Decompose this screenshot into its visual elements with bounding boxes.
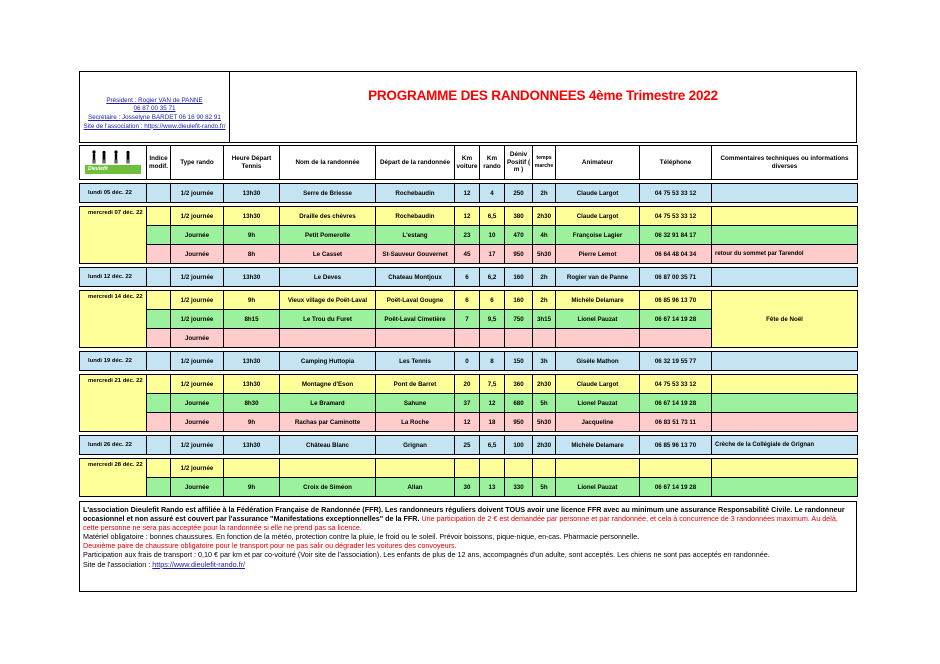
indice-cell [147,375,171,394]
table-row [80,459,858,478]
website-label: Site de l'association : [83,559,153,569]
telephone-cell: 04 75 53 33 12 [640,207,712,226]
km-rando-cell [480,459,505,478]
comment-cell [712,268,858,287]
depart-cell [376,459,455,478]
km-voiture-cell: 12 [455,413,480,432]
logo-label: Dieulefit [85,165,141,174]
depart-cell: Rochebaudin [376,184,455,203]
comment-cell [712,184,858,203]
temps-cell: 2h [533,291,556,310]
heure-cell: 9h [224,226,280,245]
deniv-cell: 150 [505,352,533,371]
comment-cell [712,207,858,226]
date-cell: mercredi 21 déc. 22 [80,375,147,432]
km-voiture-cell: 25 [455,436,480,455]
nom-cell: Petit Pomerolle [280,226,376,245]
col-temps: temps marche [533,146,556,180]
table-row [80,245,858,264]
website-line[interactable]: Site de l'association : https://www.dieulefit-rando.fr/ [83,122,226,130]
temps-cell: 2h30 [533,375,556,394]
footer-paragraph-ffr [83,505,853,532]
indice-cell [147,268,171,287]
heure-cell: 13h30 [224,184,280,203]
km-rando-cell: 12 [480,394,505,413]
km-voiture-cell: 23 [455,226,480,245]
table-row [80,375,858,394]
type-cell: Journée [171,413,224,432]
temps-cell: 3h15 [533,310,556,329]
telephone-cell: 06 87 00 35 71 [640,268,712,287]
deniv-cell: 160 [505,291,533,310]
depart-cell: Poët-Laval Cimetière [376,310,455,329]
deniv-cell: 950 [505,245,533,264]
temps-cell: 2h30 [533,436,556,455]
telephone-cell: 04 75 53 33 12 [640,184,712,203]
animateur-cell [556,329,640,348]
deniv-cell: 470 [505,226,533,245]
nom-cell: Vieux village de Poët-Laval [280,291,376,310]
km-voiture-cell: 45 [455,245,480,264]
depart-cell: St-Sauveur Gouvernet [376,245,455,264]
telephone-cell [640,329,712,348]
temps-cell: 3h [533,352,556,371]
table-row [80,413,858,432]
indice-cell [147,394,171,413]
indice-cell [147,310,171,329]
date-cell: mercredi 28 déc. 22 [80,459,147,497]
type-cell: 1/2 journée [171,436,224,455]
table-row [80,478,858,497]
type-cell: Journée [171,478,224,497]
comment-cell: Fête de Noël [712,291,858,348]
km-rando-cell: 7,5 [480,375,505,394]
km-voiture-cell: 12 [455,207,480,226]
col-km-voiture: Km voiture [455,146,480,180]
deniv-cell: 250 [505,184,533,203]
heure-cell: 9h [224,478,280,497]
depart-cell: L'estang [376,226,455,245]
temps-cell: 2h [533,268,556,287]
depart-cell: Poët-Laval Gougne [376,291,455,310]
nom-cell: Camping Huttopia [280,352,376,371]
type-cell: Journée [171,245,224,264]
indice-cell [147,226,171,245]
animateur-cell: Pierre Lemot [556,245,640,264]
indice-cell [147,352,171,371]
shoes-note: Deuxième paire de chaussure obligatoire pour le transport pour ne pas salir ou dégrader les voitures des convoyeurs. [83,541,457,551]
km-rando-cell: 6,2 [480,268,505,287]
table-row [80,268,858,287]
nom-cell: Draille des chèvres [280,207,376,226]
nom-cell: Le Casset [280,245,376,264]
km-rando-cell: 6 [480,291,505,310]
ffr-note: L'association Dieulefit Rando est affiliée à la Fédération Française de Randonnée (FFR). Les randonneurs réguliers doivent TOUS avoir une licence FFR avec au minimum une assurance Responsabilité Civile. Le randonneur occasionnel et non assuré est couvert par l'assurance "Manifestations exceptionnelles" de la FFR. [83,505,845,524]
date-cell: mercredi 07 déc. 22 [80,207,147,264]
type-cell: 1/2 journée [171,310,224,329]
logo-cell [80,146,147,180]
km-voiture-cell: 20 [455,375,480,394]
km-voiture-cell: 0 [455,352,480,371]
col-indice: Indice modif. [147,146,171,180]
president-phone: 06 87 00 35 71 [133,105,176,113]
heure-cell: 13h30 [224,436,280,455]
transport-note: Participation aux frais de transport : 0,10 € par km et par co-voituré (Voir site de l'association). Les enfants de plus de 12 ans, accompagnés d'un adulte, sont acceptés. Les chiens ne sont pas acceptés en randonnée. [83,550,770,560]
page-title: PROGRAMME DES RANDONNEES 4ème Trimestre 2022 [368,88,718,103]
km-rando-cell [480,329,505,348]
depart-cell: Allan [376,478,455,497]
depart-cell: Grignan [376,436,455,455]
date-cell: mercredi 14 déc. 22 [80,291,147,348]
type-cell: 1/2 journée [171,184,224,203]
table-row [80,184,858,203]
km-voiture-cell: 7 [455,310,480,329]
depart-cell [376,329,455,348]
deniv-cell [505,329,533,348]
table-row [80,352,858,371]
indice-cell [147,413,171,432]
indice-cell [147,245,171,264]
table-row [80,436,858,455]
animateur-cell: Jacqueline [556,413,640,432]
indice-cell [147,478,171,497]
depart-cell: La Roche [376,413,455,432]
type-cell: Journée [171,226,224,245]
footer-notes [79,501,857,592]
website-link[interactable]: https://www.dieulefit-rando.fr/ [152,559,245,569]
type-cell: 1/2 journée [171,207,224,226]
km-rando-cell: 13 [480,478,505,497]
telephone-cell: 06 83 51 73 11 [640,413,712,432]
animateur-cell: Lionel Pauzat [556,310,640,329]
comment-cell [712,375,858,394]
program-table [79,145,858,497]
animateur-cell: Lionel Pauzat [556,478,640,497]
depart-cell: Rochebaudin [376,207,455,226]
col-heure: Heure Départ Tennis [224,146,280,180]
type-cell: 1/2 journée [171,268,224,287]
comment-cell [712,459,858,478]
deniv-cell: 680 [505,394,533,413]
hikers-logo-icon [85,148,141,174]
deniv-cell: 100 [505,436,533,455]
animateur-cell: Françoise Lagier [556,226,640,245]
animateur-cell: Gisèle Mathon [556,352,640,371]
heure-cell [224,329,280,348]
telephone-cell: 06 67 14 19 28 [640,310,712,329]
comment-cell [712,394,858,413]
km-voiture-cell [455,329,480,348]
telephone-cell: 06 85 96 13 70 [640,291,712,310]
col-animateur: Animateur [556,146,640,180]
comment-cell: retour du sommet par Tarendol [712,245,858,264]
col-commentaires: Commentaires techniques ou informations diverses [712,146,858,180]
telephone-cell: 06 85 96 13 70 [640,436,712,455]
telephone-cell: 06 32 19 55 77 [640,352,712,371]
temps-cell: 2h30 [533,207,556,226]
animateur-cell: Rogier van de Panne [556,268,640,287]
telephone-cell: 06 67 14 19 28 [640,478,712,497]
president-line: Président : Rogier VAN de PANNE [106,96,203,104]
km-rando-cell: 8 [480,352,505,371]
col-nom: Nom de la randonnée [280,146,376,180]
date-cell: lundi 12 déc. 22 [80,268,147,287]
table-row [80,394,858,413]
km-voiture-cell: 12 [455,184,480,203]
equipment-note: Matériel obligatoire : bonnes chaussures. En fonction de la météo, protection contre la pluie, le froid ou le soleil. Prévoir boissons, pique-nique, en-cas. Pharmacie personnelle. [83,532,640,542]
deniv-cell: 750 [505,310,533,329]
deniv-cell: 950 [505,413,533,432]
km-voiture-cell: 30 [455,478,480,497]
date-cell: lundi 26 déc. 22 [80,436,147,455]
contact-info [80,72,230,142]
nom-cell: Le Bramard [280,394,376,413]
comment-cell [712,352,858,371]
km-rando-cell: 6,5 [480,436,505,455]
nom-cell [280,459,376,478]
depart-cell: Sahune [376,394,455,413]
temps-cell: 5h30 [533,245,556,264]
indice-cell [147,184,171,203]
animateur-cell: Claude Largot [556,184,640,203]
km-rando-cell: 6,5 [480,207,505,226]
col-km-rando: Km rando [480,146,505,180]
heure-cell: 9h [224,413,280,432]
heure-cell: 8h30 [224,394,280,413]
nom-cell: Château Blanc [280,436,376,455]
nom-cell: Rachas par Caminotte [280,413,376,432]
km-voiture-cell [455,459,480,478]
type-cell: 1/2 journée [171,291,224,310]
heure-cell: 9h [224,291,280,310]
date-cell: lundi 05 déc. 22 [80,184,147,203]
temps-cell: 2h [533,184,556,203]
telephone-cell: 06 67 14 19 28 [640,394,712,413]
deniv-cell: 360 [505,375,533,394]
program-table-wrapper [79,145,857,500]
temps-cell: 4h [533,226,556,245]
comment-cell [712,226,858,245]
website-paragraph [83,560,853,569]
indice-cell [147,436,171,455]
heure-cell: 13h30 [224,375,280,394]
telephone-cell: 06 64 48 04 34 [640,245,712,264]
temps-cell [533,329,556,348]
nom-cell: Le Trou du Furet [280,310,376,329]
temps-cell: 5h [533,394,556,413]
nom-cell: Croix de Siméon [280,478,376,497]
temps-cell: 5h30 [533,413,556,432]
type-cell: 1/2 journée [171,459,224,478]
type-cell: Journée [171,329,224,348]
km-voiture-cell: 6 [455,268,480,287]
secretary-line: Secrétaire : Josselyne BARDET 06 16 90 82 91 [88,114,221,121]
heure-cell: 8h15 [224,310,280,329]
heure-cell: 8h [224,245,280,264]
participation-note: Une participation de 2 € est demandée par personne et par randonnée, et cela à concurrence de 3 randonnées maximum. Au delà, cette personne ne sera pas acceptée pour la randonnée si elle ne prend pas sa licence. [83,514,838,533]
indice-cell [147,459,171,478]
col-type: Type rando [171,146,224,180]
animateur-cell: Claude Largot [556,375,640,394]
heure-cell: 13h30 [224,207,280,226]
header-box [79,71,857,143]
nom-cell [280,329,376,348]
comment-cell [712,413,858,432]
heure-cell: 13h30 [224,268,280,287]
km-rando-cell: 9,5 [480,310,505,329]
program-body [80,180,858,497]
nom-cell: Serre de Briesse [280,184,376,203]
depart-cell: Pont de Barret [376,375,455,394]
telephone-cell [640,459,712,478]
nom-cell: Le Deves [280,268,376,287]
indice-cell [147,207,171,226]
type-cell: Journée [171,394,224,413]
indice-cell [147,291,171,310]
animateur-cell: Claude Largot [556,207,640,226]
deniv-cell [505,459,533,478]
heure-cell: 13h30 [224,352,280,371]
date-cell: lundi 19 déc. 22 [80,352,147,371]
table-row [80,226,858,245]
animateur-cell [556,459,640,478]
animateur-cell: Michèle Delamare [556,436,640,455]
km-voiture-cell: 6 [455,291,480,310]
deniv-cell: 380 [505,207,533,226]
animateur-cell: Lionel Pauzat [556,394,640,413]
col-depart: Départ de la randonnée [376,146,455,180]
temps-cell: 5h [533,478,556,497]
deniv-cell: 160 [505,268,533,287]
deniv-cell: 330 [505,478,533,497]
temps-cell [533,459,556,478]
col-telephone: Téléphone [640,146,712,180]
telephone-cell: 06 32 91 84 17 [640,226,712,245]
comment-cell: Crèche de la Collégiale de Grignan [712,436,858,455]
heure-cell [224,459,280,478]
type-cell: 1/2 journée [171,352,224,371]
table-row [80,291,858,310]
km-rando-cell: 4 [480,184,505,203]
animateur-cell: Michèle Delamare [556,291,640,310]
col-deniv: Déniv Positif ( m ) [505,146,533,180]
indice-cell [147,329,171,348]
telephone-cell: 04 75 53 33 12 [640,375,712,394]
km-rando-cell: 17 [480,245,505,264]
depart-cell: Les Tennis [376,352,455,371]
type-cell: 1/2 journée [171,375,224,394]
comment-cell [712,478,858,497]
km-voiture-cell: 37 [455,394,480,413]
km-rando-cell: 10 [480,226,505,245]
km-rando-cell: 18 [480,413,505,432]
depart-cell: Chateau Montjoux [376,268,455,287]
nom-cell: Montagne d'Eson [280,375,376,394]
table-row [80,207,858,226]
